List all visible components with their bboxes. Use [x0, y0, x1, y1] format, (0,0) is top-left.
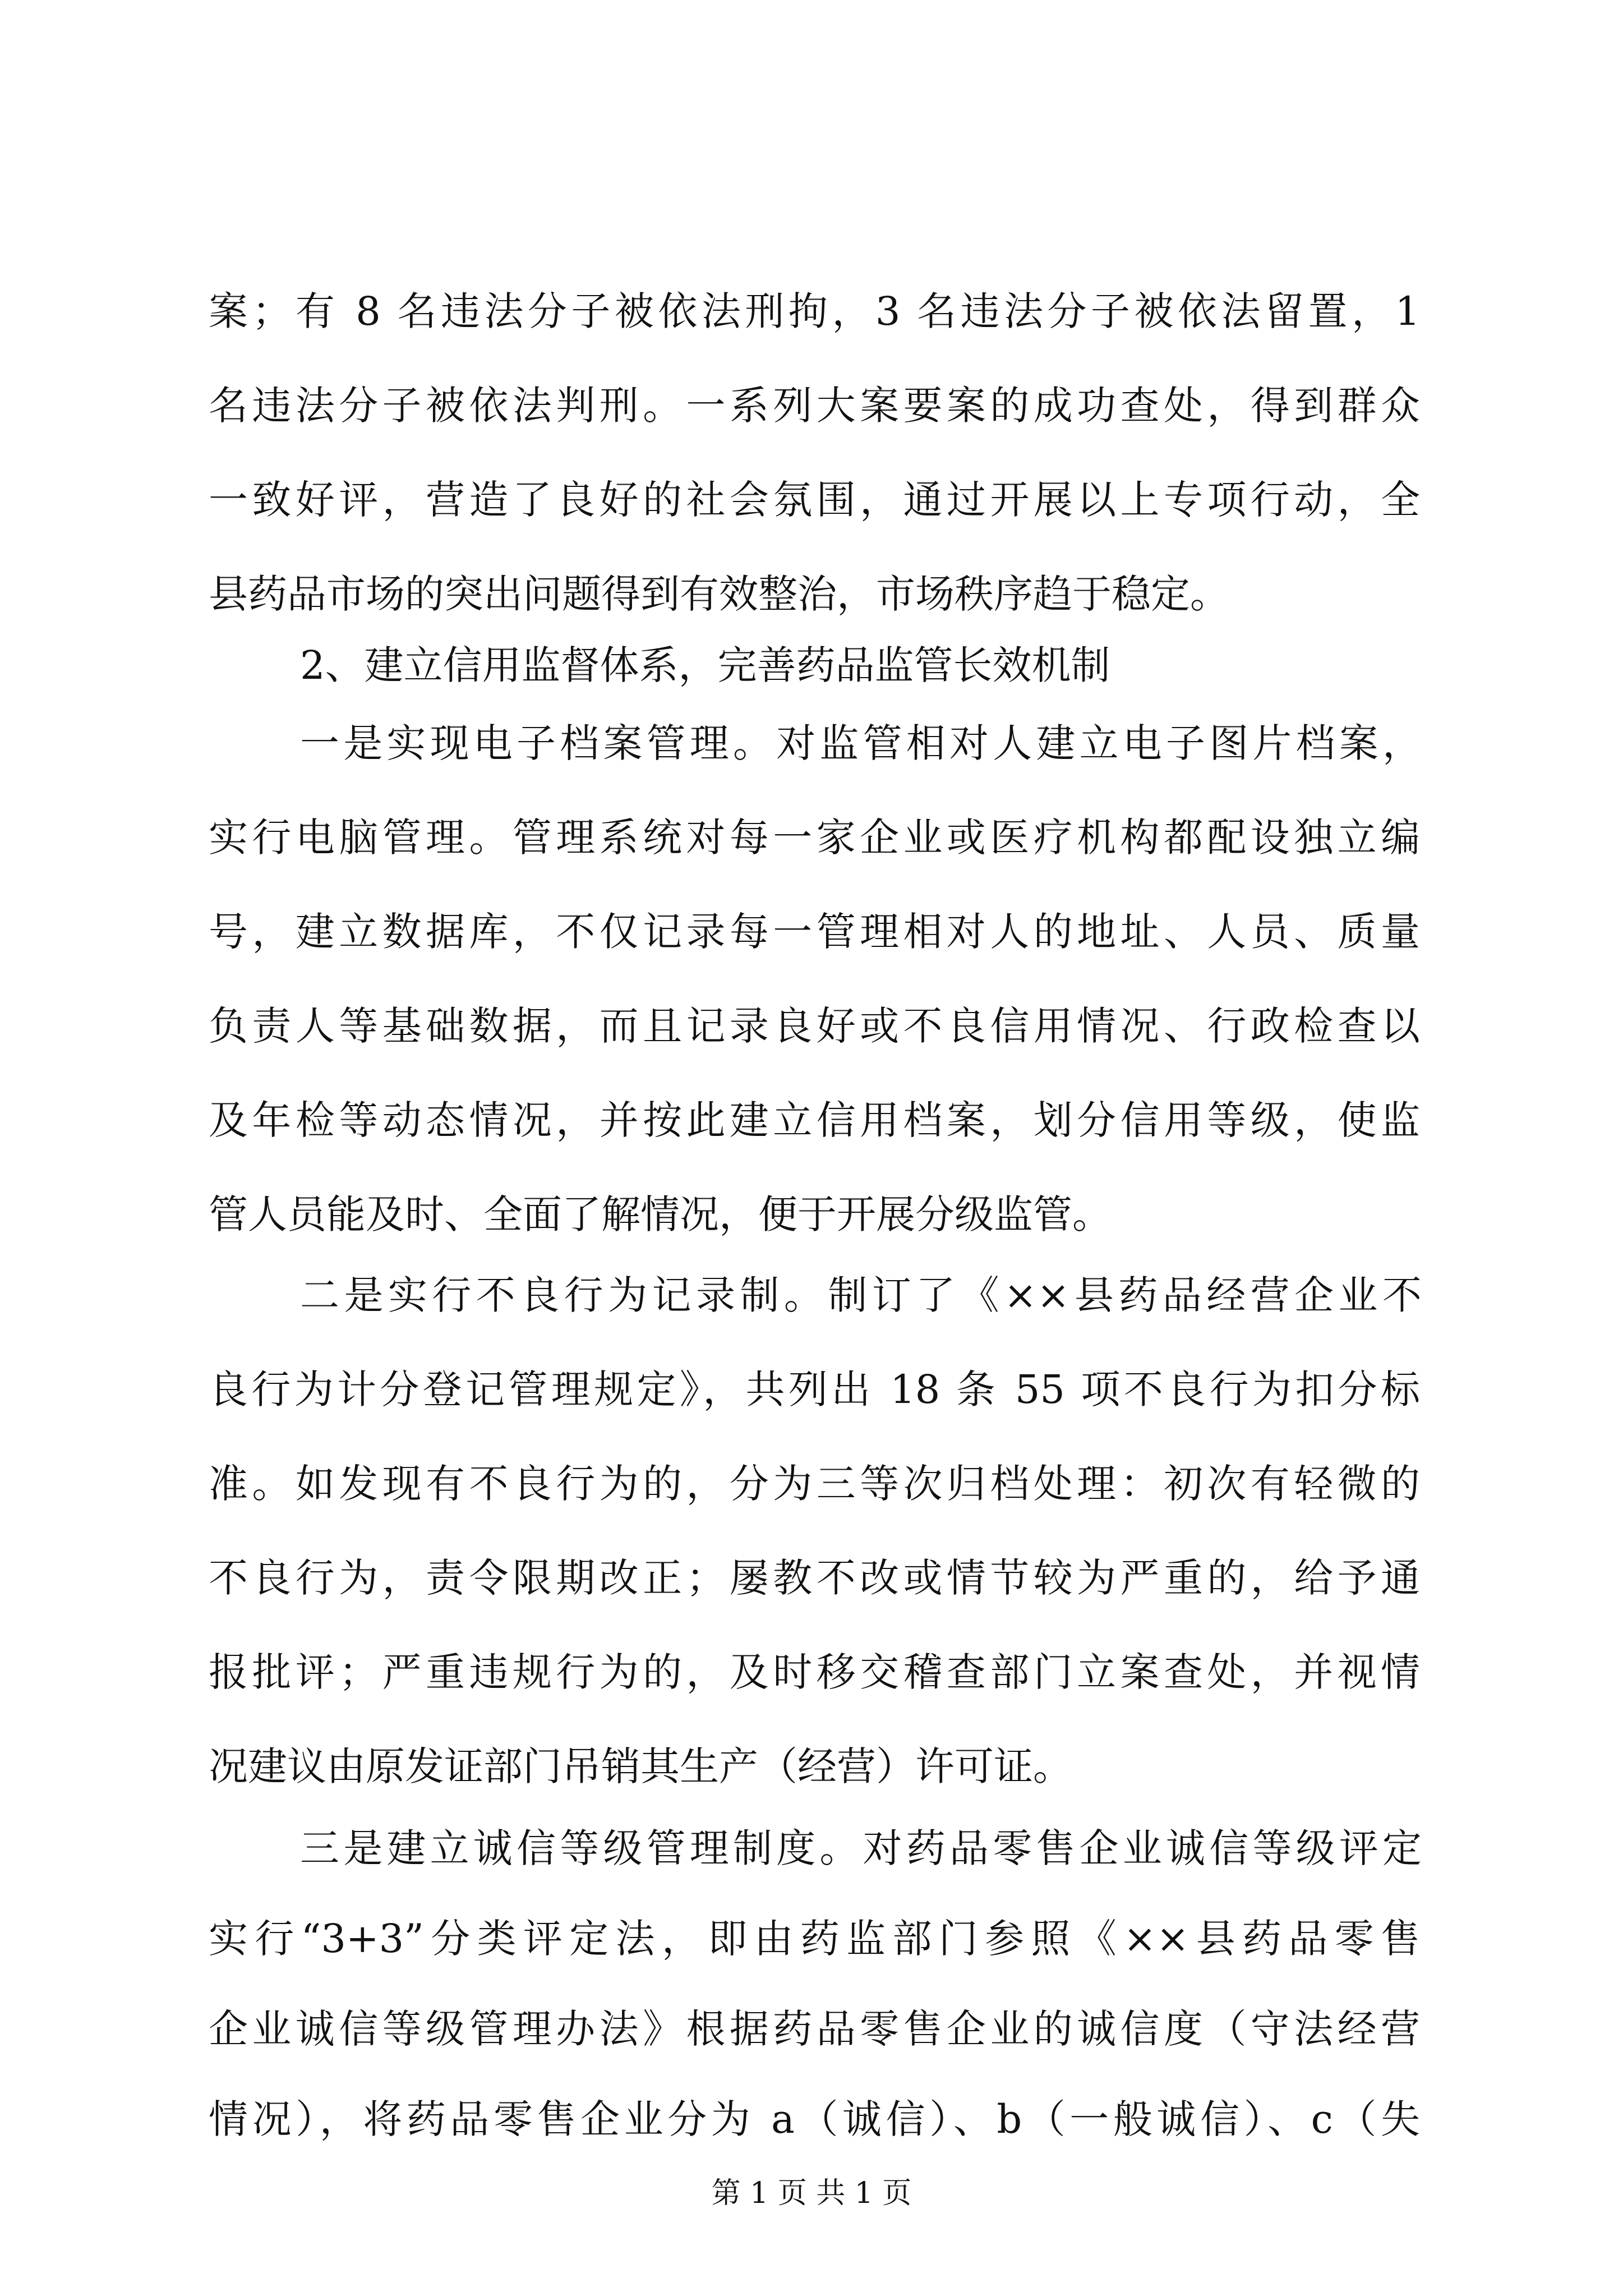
text-line: 三是建立诚信等级管理制度。对药品零售企业诚信等级评定	[300, 1825, 1422, 1871]
text-line: 况建议由原发证部门吊销其生产（经营）许可证。	[209, 1743, 1072, 1789]
section-heading: 2、建立信用监督体系，完善药品监管长效机制	[300, 642, 1110, 688]
page-number-footer: 第 1 页 共 1 页	[711, 2177, 912, 2210]
text-line: 负责人等基础数据，而且记录良好或不良信用情况、行政检查以	[209, 1003, 1420, 1049]
text-line: 不良行为，责令限期改正；屡教不改或情节较为严重的，给予通	[209, 1555, 1420, 1601]
text-line: 名违法分子被依法判刑。一系列大案要案的成功查处，得到群众	[209, 383, 1420, 429]
text-line: 准。如发现有不良行为的，分为三等次归档处理：初次有轻微的	[209, 1461, 1420, 1507]
text-line: 管人员能及时、全面了解情况，便于开展分级监管。	[209, 1191, 1112, 1237]
text-line: 案；有 8 名违法分子被依法刑拘，3 名违法分子被依法留置，1	[209, 288, 1420, 334]
text-line: 县药品市场的突出问题得到有效整治，市场秩序趋于稳定。	[209, 571, 1229, 617]
text-line: 一是实现电子档案管理。对监管相对人建立电子图片档案，	[300, 720, 1422, 766]
text-line: 二是实行不良行为记录制。制订了《××县药品经营企业不	[300, 1272, 1422, 1318]
text-line: 良行为计分登记管理规定》，共列出 18 条 55 项不良行为扣分标	[209, 1366, 1420, 1412]
text-line: 情况），将药品零售企业分为 a（诚信）、b（一般诚信）、c（失	[209, 2096, 1420, 2142]
text-line: 号，建立数据库，不仅记录每一管理相对人的地址、人员、质量	[209, 909, 1420, 955]
text-line: 一致好评，营造了良好的社会氛围，通过开展以上专项行动，全	[209, 477, 1420, 523]
text-line: 报批评；严重违规行为的，及时移交稽查部门立案查处，并视情	[209, 1649, 1420, 1695]
text-line: 及年检等动态情况，并按此建立信用档案，划分信用等级，使监	[209, 1097, 1420, 1143]
text-line: 实行“3+3”分类评定法，即由药监部门参照《××县药品零售	[209, 1916, 1420, 1962]
text-line: 实行电脑管理。管理系统对每一家企业或医疗机构都配设独立编	[209, 815, 1420, 861]
text-line: 企业诚信等级管理办法》根据药品零售企业的诚信度（守法经营	[209, 2006, 1420, 2052]
